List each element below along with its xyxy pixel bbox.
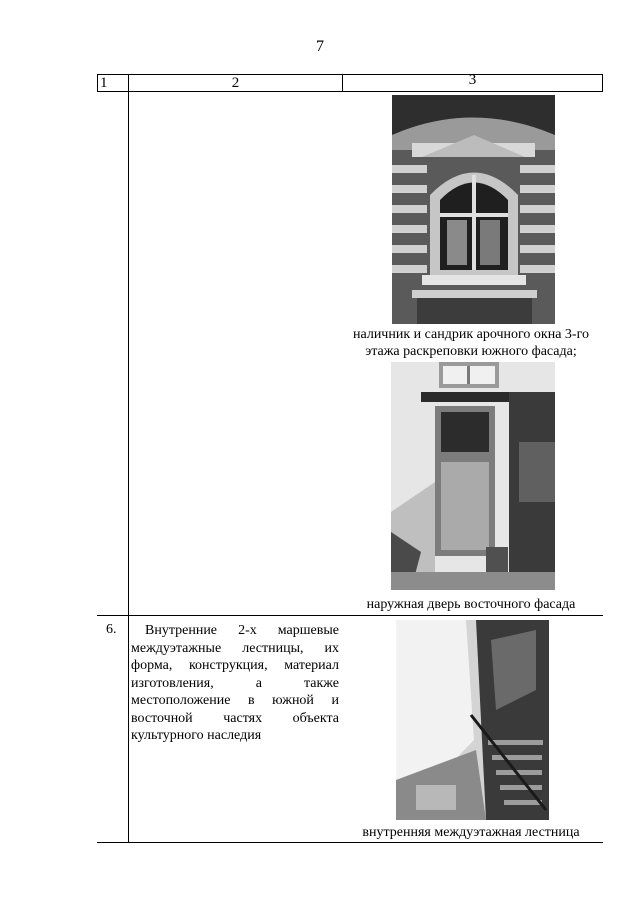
table-right-border bbox=[602, 74, 603, 92]
column-divider-1 bbox=[128, 74, 129, 842]
column-header-2: 2 bbox=[231, 75, 240, 91]
header-bottom-border bbox=[97, 91, 603, 92]
row-number: 6. bbox=[106, 622, 117, 637]
staircase-photo bbox=[396, 620, 549, 820]
east-door-caption: наружная дверь восточного фасада bbox=[366, 597, 576, 612]
column-header-3: 3 bbox=[468, 72, 477, 88]
row-description: Внутренние 2-х маршевые междуэтажные лестницы, их форма, конструкция, материал изготовления, а также местоположение в южной и восточной частях объекта культурного наследия bbox=[131, 623, 339, 743]
table-bottom-border bbox=[97, 842, 603, 843]
table-left-border bbox=[97, 74, 98, 92]
page-number: 7 bbox=[316, 38, 324, 55]
arched-window-caption: наличник и сандрик арочного окна 3-го этажа раскреповки южного фасада; bbox=[353, 327, 589, 359]
arched-window-photo bbox=[392, 95, 555, 324]
east-door-photo bbox=[391, 362, 555, 590]
staircase-caption: внутренняя междуэтажная лестница bbox=[362, 825, 580, 840]
row-divider bbox=[97, 615, 603, 616]
column-header-1: 1 bbox=[100, 75, 108, 91]
